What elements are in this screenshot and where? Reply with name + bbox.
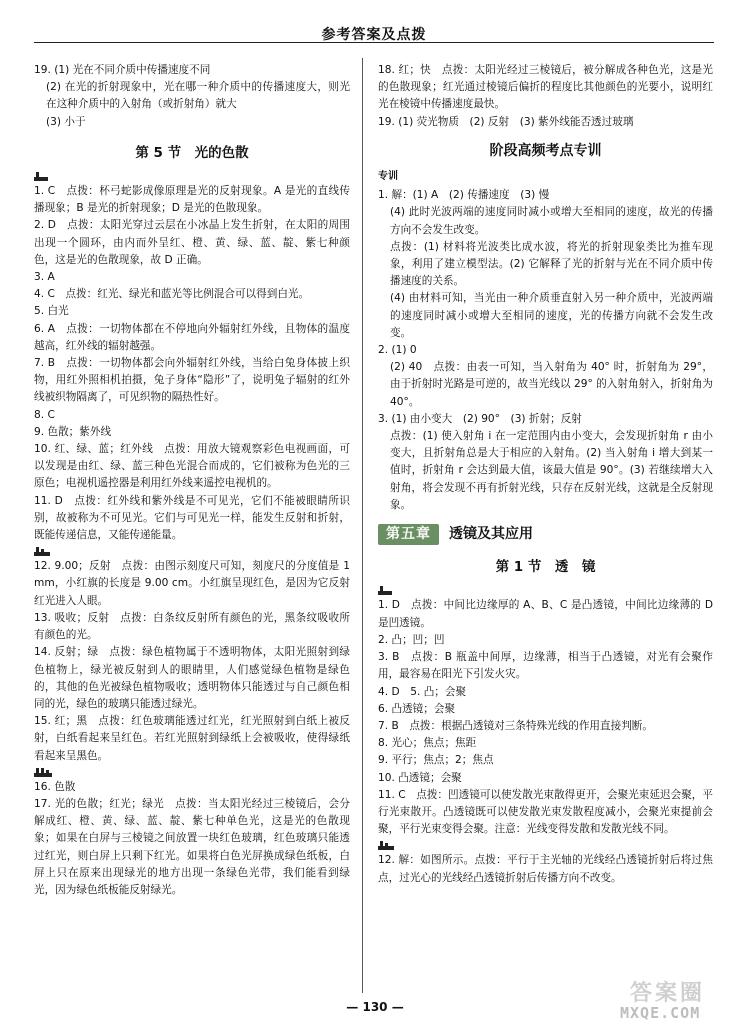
page-number: — 130 — xyxy=(346,1000,404,1014)
watermark-url: MXQE.COM xyxy=(620,1004,701,1022)
answer-19-part3: (3) 小于 xyxy=(46,115,86,128)
answer-r19: 19. (1) 荧光物质 (2) 反射 (3) 紫外线能否透过玻璃 xyxy=(378,115,634,128)
special-training-label: 专训 xyxy=(378,171,398,183)
answer-t11: 11. C 点拨：凹透镜可以使发散光束散得更开，会聚光束延迟会聚，平行光束散开。凸透镜既可以使发散光束发散程度减小，会聚光束提前会聚，平行光束变得会聚。注意：光线变得发散和发散光线不同。 xyxy=(378,788,713,836)
answer-t6: 6. 凸透镜；会聚 xyxy=(378,702,456,715)
answer-19-part1: 19. (1) 光在不同介质中传播速度不同 xyxy=(34,64,211,76)
answer-19-part2: (2) 在光的折射现象中，光在哪一种介质中的传播速度大，则光在这种介质中的入射角（或折射角）就大 xyxy=(46,81,350,111)
answer-t2: 2. 凸；凹；凹 xyxy=(378,633,445,646)
answer-s2: 2. (1) 0 xyxy=(378,344,417,357)
answer-l14: 14. 反射；绿 点拨：绿色植物属于不透明物体，太阳光照射到绿色植物上，绿光被反射到人的眼睛里，人们感觉绿色植物是绿色的，其他的色光被绿色植物吸收；透明物体只能透过与自己颜色相同的光，绿色的玻璃只能透过绿光。 xyxy=(34,646,350,710)
basic-level-icon xyxy=(34,172,48,181)
intermediate-level-icon xyxy=(34,547,48,556)
answer-s2-part2: (2) 40 点拨：由表一可知，当入射角为 40° 时，折射角为 29°，由于折射时光路是可逆的，故当光线以 29° 的入射角射入，折射角为 40°。 xyxy=(390,361,713,408)
answer-t10: 10. 凸透镜；会聚 xyxy=(378,771,462,784)
answer-t8: 8. 光心；焦点；焦距 xyxy=(378,737,477,750)
answer-l16: 16. 色散 xyxy=(34,780,76,793)
answer-t3: 3. B 点拨：B 瓶盖中间厚，边缘薄，相当于凸透镜，对光有会聚作用，最容易在阳光下引发火灾。 xyxy=(378,651,713,681)
basic-level-icon-right xyxy=(378,586,392,595)
section-5-title: 第 5 节 光的色散 xyxy=(135,144,249,161)
answer-l17: 17. 光的色散；红光；绿光 点拨：当太阳光经过三棱镜后，会分解成红、橙、黄、绿、蓝、靛、紫七种单色光，这是光的色散现象；如果在白屏与三棱镜之间放置一块红色玻璃，红色玻璃只能透过红光，则白屏上只剩下红光。如果将白色光屏换成绿色纸板，白屏上只在原来出现绿光的地方出现一条绿色光带，我们能看到绿光，因为绿色纸板能反射绿光。 xyxy=(34,797,350,896)
left-column xyxy=(34,62,350,899)
section-1-title: 第 1 节 透 镜 xyxy=(495,559,596,576)
answer-l11: 11. D 点拨：红外线和紫外线是不可见光，它们不能被眼睛所识别，故被称为不可见光。它们与可见光一样，能发生反射和折射，既能传递信息，又能传递能量。 xyxy=(34,494,350,542)
answer-l9: 9. 色散；紫外线 xyxy=(34,425,112,438)
answer-s1-hint: 点拨：(1) 材料将光波类比成水波，将光的折射现象类比为推车现象，利用了建立模型法。(2) 它解释了光的折射与光在不同介质中传播速度的关系。 xyxy=(390,240,713,288)
watermark-logo: 答案圈 xyxy=(630,981,706,1006)
chapter-5-heading xyxy=(378,524,713,545)
answer-l15: 15. 红；黑 点拨：红色玻璃能透过红光，红光照射到白纸上被反射，白纸看起来呈红色。若红光照射到绿纸上会被吸收，使得绿纸看起来呈黑色。 xyxy=(34,715,350,762)
right-column xyxy=(378,62,713,887)
answer-l10: 10. 红、绿、蓝；红外线 点拨：用放大镜观察彩色电视画面，可以发现是由红、绿、蓝三种色光混合而成的，它们被称为色光的三原色；电视机遥控器是利用红外线来遥控电视机的。 xyxy=(34,443,350,490)
answer-t1: 1. D 点拨：中间比边缘厚的 A、B、C 是凸透镜，中间比边缘薄的 D 是凹透镜。 xyxy=(378,599,713,629)
intermediate-level-icon-right xyxy=(378,841,392,850)
answer-l7: 7. B 点拨：一切物体都会向外辐射红外线，当给白兔身体披上织物，用红外照相机拍摄，兔子身体“隐形”了，说明兔子辐射的红外线被织物隔离了，可见织物的隔热性好。 xyxy=(34,357,350,404)
stage-review-title: 阶段高频考点专训 xyxy=(489,142,602,159)
answer-l12: 12. 9.00；反射 点拨：由图示刻度尺可知，刻度尺的分度值是 1 mm，小红旗的长度是 9.00 cm。小红旗呈现红色，是因为它反射红光进入人眼。 xyxy=(34,560,350,607)
answer-l1: 1. C 点拨：杯弓蛇影成像原理是光的反射现象。A 是光的直线传播现象；B 是光的折射现象；D 是光的色散现象。 xyxy=(34,185,350,215)
answer-r18: 18. 红；快 点拨：太阳光经过三棱镜后，被分解成各种色光，这是光的色散现象；红光通过棱镜后偏折的程度比其他颜色的光要小，说明红光在棱镜中传播速度最快。 xyxy=(378,64,713,111)
page-header-title: 参考答案及点拨 xyxy=(321,27,427,43)
advanced-level-icon xyxy=(34,768,48,777)
answer-l2: 2. D 点拨：太阳光穿过云层在小冰晶上发生折射，在太阳的周围出现一个圆环，由内而外呈红、橙、黄、绿、蓝、靛、紫七种颜色，这是光的色散现象，故 D 正确。 xyxy=(34,219,350,266)
chapter-name: 透镜及其应用 xyxy=(449,526,533,543)
answer-l3: 3. A xyxy=(34,271,55,284)
answer-l8: 8. C xyxy=(34,408,55,421)
answer-l5: 5. 白光 xyxy=(34,305,69,318)
answer-s1-hint2: (4) 由材料可知，当光由一种介质垂直射入另一种介质中，光波两端的速度同时减小或增大至相同的速度，光的传播方向就不会发生改变。 xyxy=(390,292,713,339)
answer-l6: 6. A 点拨：一切物体都在不停地向外辐射红外线，且物体的温度越高，红外线的辐射越强。 xyxy=(34,322,350,352)
answer-t4: 4. D 5. 凸；会聚 xyxy=(378,685,467,698)
answer-t12: 12. 解：如图所示。点拨：平行于主光轴的光线经凸透镜折射后将过焦点，过光心的光线经凸透镜折射后传播方向不改变。 xyxy=(378,854,713,884)
answer-s1-part4: (4) 此时光波两端的速度同时减小或增大至相同的速度，故光的传播方向不会发生改变。 xyxy=(390,206,713,236)
answer-t7: 7. B 点拨：根据凸透镜对三条特殊光线的作用直接判断。 xyxy=(378,719,653,732)
page-header xyxy=(34,8,714,43)
chapter-badge: 第五章 xyxy=(378,524,439,545)
answer-l13: 13. 吸收；反射 点拨：白条纹反射所有颜色的光，黑条纹吸收所有颜色的光。 xyxy=(34,611,350,642)
answer-l4: 4. C 点拨：红光、绿光和蓝光等比例混合可以得到白光。 xyxy=(34,288,310,301)
answer-s3: 3. (1) 由小变大 (2) 90° (3) 折射；反射 xyxy=(378,412,582,425)
answer-s1: 1. 解：(1) A (2) 传播速度 (3) 慢 xyxy=(378,189,550,202)
answer-t9: 9. 平行；焦点；2；焦点 xyxy=(378,754,494,767)
column-divider xyxy=(362,58,363,993)
answer-s3-hint: 点拨：(1) 使入射角 i 在一定范围内由小变大，会发现折射角 r 由小变大，且折射角总是大于相应的入射角。(2) 当入射角 i 增大到某一值时，折射角 r 会达到最大值，该最大值是 90°。(3) 若继续增大入射角，将会发现不再有折射光线，只存在反射光线，这就是全反射现象。 xyxy=(390,430,713,511)
